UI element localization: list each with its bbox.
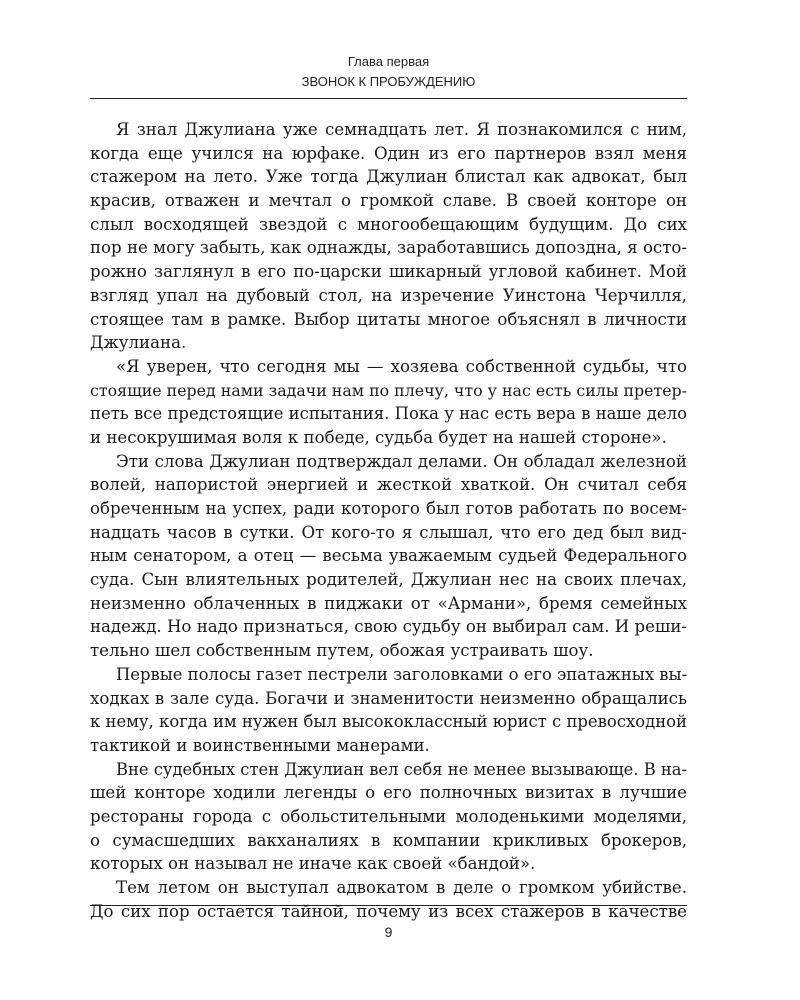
text-line: надцать часов в сутки. От кого-то я слышал, что его дед был вид- xyxy=(90,522,687,542)
text-line: к нему, когда им нужен был высококлассный юрист с превосходной xyxy=(90,712,687,732)
text-line: стажером на лето. Уже тогда Джулиан блистал как адвокат, был xyxy=(90,167,687,187)
paragraph xyxy=(90,355,687,450)
paragraph xyxy=(90,758,687,876)
text-line: Эти слова Джулиан подтверждал делами. Он обладал железной xyxy=(116,451,687,471)
page-number: 9 xyxy=(384,924,393,940)
text-line: пор не могу забыть, как однажды, заработавшись допоздна, я осто- xyxy=(90,238,687,258)
text-line: волей, напористой энергией и жесткой хваткой. Он считал себя xyxy=(90,475,687,495)
text-line: Джулиана. xyxy=(90,333,187,353)
running-header xyxy=(90,52,687,92)
text-line: Я знал Джулиана уже семнадцать лет. Я познакомился с ним, xyxy=(116,120,687,139)
text-line: Тем летом он выступал адвокатом в деле о громком убийстве. xyxy=(116,878,687,897)
text-line: надежд. Но надо признаться, свою судьбу он выбирал сам. И реши- xyxy=(90,617,687,637)
text-line: «Я уверен, что сегодня мы — хозяева собственной судьбы, что xyxy=(116,356,687,376)
text-line: когда еще учился на юрфаке. Один из его партнеров взял меня xyxy=(90,143,687,163)
text-line: красив, отважен и мечтал о громкой славе. В своей конторе он xyxy=(90,191,687,211)
text-line: петь все предстоящие испытания. Пока у нас есть вера в наше дело xyxy=(90,404,687,424)
footer-divider xyxy=(90,905,687,906)
text-line: которых он называл не иначе как своей «бандой». xyxy=(90,854,536,874)
text-line: неизменно облаченных в пиджаки от «Армани», бремя семейных xyxy=(90,593,687,613)
text-line: ным сенатором, а отец — весьма уважаемым судьей Федерального xyxy=(90,546,687,566)
header-divider xyxy=(90,98,687,99)
chapter-title: ЗВОНОК К ПРОБУЖДЕНИЮ xyxy=(301,74,476,89)
text-line: обреченным на успех, ради которого был готов работать по восем- xyxy=(90,499,687,518)
text-line: и несокрушимая воля к победе, судьба будет на нашей стороне». xyxy=(90,427,667,447)
text-line: рожно заглянул в его по-царски шикарный угловой кабинет. Мой xyxy=(90,262,687,282)
text-line: тактикой и воинственными манерами. xyxy=(90,735,430,755)
text-line: суда. Сын влиятельных родителей, Джулиан нес на своих плечах, xyxy=(90,570,687,590)
text-line: стоящее там в рамке. Выбор цитаты многое объяснял в личности xyxy=(90,309,687,329)
text-line: тельно шел собственным путем, обожая устраивать шоу. xyxy=(90,641,594,661)
text-line: рестораны города с обольстительными молоденькими моделями, xyxy=(90,806,687,826)
text-line: стоящие перед нами задачи нам по плечу, что у нас есть силы претер- xyxy=(90,380,687,400)
text-line: Вне судебных стен Джулиан вел себя не менее вызывающе. В на- xyxy=(116,759,688,779)
page-body xyxy=(90,118,687,923)
text-line: До сих пор остается тайной, почему из всех стажеров в качестве xyxy=(90,901,687,921)
text-line: Первые полосы газет пестрели заголовками о его эпатажных вы- xyxy=(116,664,688,684)
text-line: ходках в зале суда. Богачи и знаменитости неизменно обращались xyxy=(90,688,687,708)
paragraph xyxy=(90,663,687,758)
text-line: взгляд упал на дубовый стол, на изречение Уинстона Черчилля, xyxy=(90,285,687,305)
paragraph xyxy=(90,450,687,663)
text-line: о сумасшедших вакханалиях в компании крикливых брокеров, xyxy=(90,830,687,850)
text-line: слыл восходящей звездой с многообещающим будущим. До сих xyxy=(90,214,687,234)
text-line: шей конторе ходили легенды о его полночных визитах в лучшие xyxy=(90,783,687,803)
paragraph xyxy=(90,876,687,923)
chapter-label: Глава первая xyxy=(347,54,430,69)
paragraph xyxy=(90,118,687,355)
